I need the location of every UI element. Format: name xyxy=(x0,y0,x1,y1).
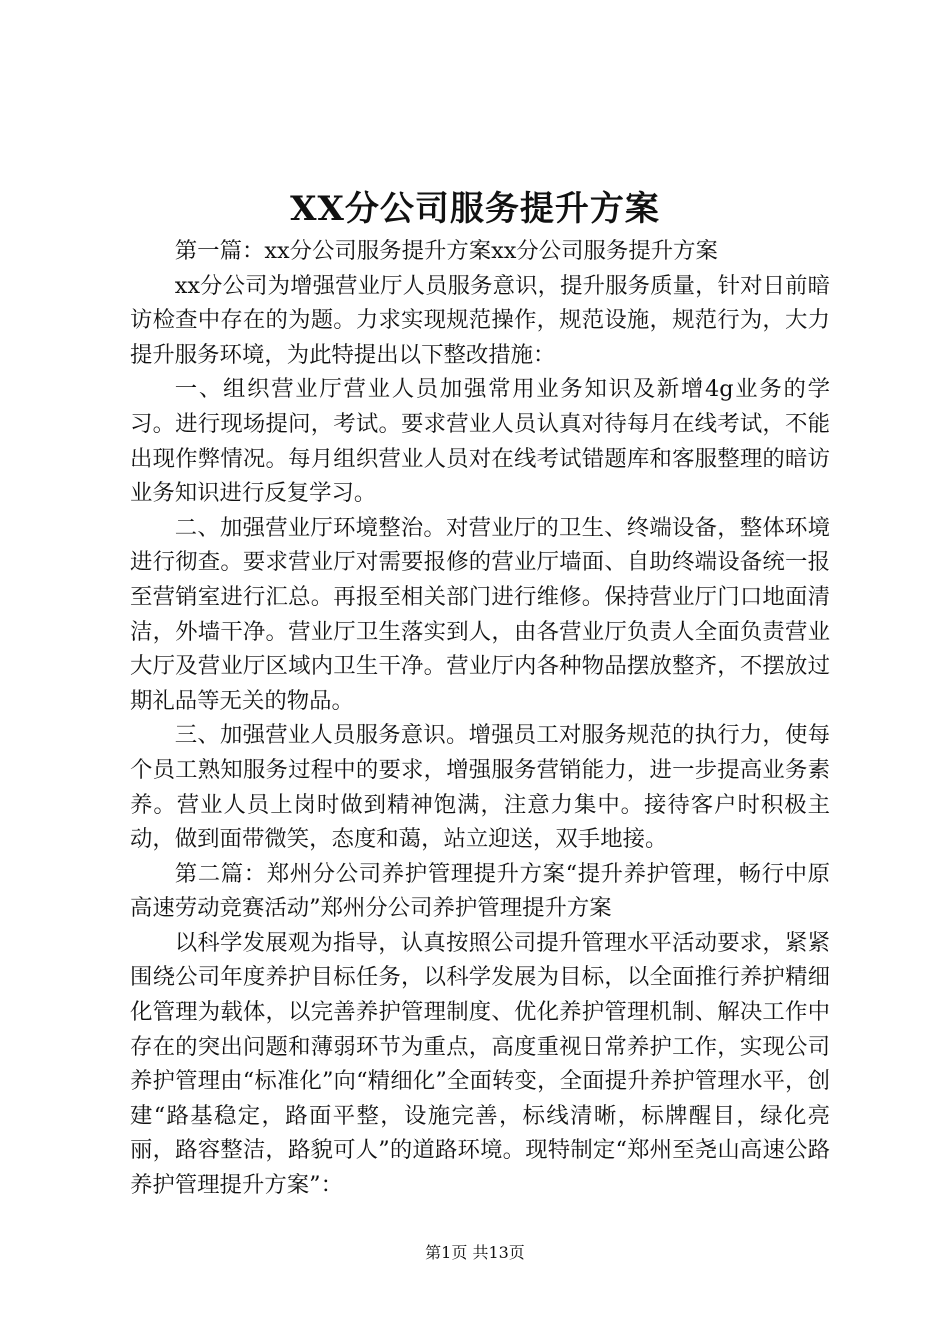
paragraph-intro: xx分公司为增强营业厅人员服务意识，提升服务质量，针对日前暗访检查中存在的为题。力求实现规范操作，规范设施，规范行为，大力提升服务环境，为此特提出以下整改措施： xyxy=(130,272,830,368)
paragraph-measure-1: 一、组织营业厅营业人员加强常用业务知识及新增4g业务的学习。进行现场提问，考试。要求营业人员认真对待每月在线考试，不能出现作弊情况。每月组织营业人员对在线考试错题库和客服整理的暗访业务知识进行反复学习。 xyxy=(130,376,830,507)
page-number-footer: 第1页 共13页 xyxy=(425,1243,525,1262)
paragraph-measure-3: 三、加强营业人员服务意识。增强员工对服务规范的执行力，使每个员工熟知服务过程中的要求，增强服务营销能力，进一步提高业务素养。营业人员上岗时做到精神饱满，注意力集中。接待客户时积极主动，做到面带微笑，态度和蔼，站立迎送，双手地接。 xyxy=(130,722,830,853)
paragraph-part1-heading: 第一篇：xx分公司服务提升方案xx分公司服务提升方案 xyxy=(174,238,718,264)
paragraph-part2-heading: 第二篇：郑州分公司养护管理提升方案“提升养护管理，畅行中原高速劳动竞赛活动”郑州分公司养护管理提升方案 xyxy=(130,860,830,922)
document-title: XX分公司服务提升方案 xyxy=(290,189,660,229)
document-body xyxy=(130,234,830,1203)
paragraph-measure-2: 二、加强营业厅环境整治。对营业厅的卫生、终端设备，整体环境进行彻查。要求营业厅对需要报修的营业厅墙面、自助终端设备统一报至营销室进行汇总。再报至相关部门进行维修。保持营业厅门口地面清洁，外墙干净。营业厅卫生落实到人，由各营业厅负责人全面负责营业大厅及营业厅区域内卫生干净。营业厅内各种物品摆放整齐，不摆放过期礼品等无关的物品。 xyxy=(130,514,830,714)
paragraph-part2-body: 以科学发展观为指导，认真按照公司提升管理水平活动要求，紧紧围绕公司年度养护目标任务，以科学发展为目标，以全面推行养护精细化管理为载体，以完善养护管理制度、优化养护管理机制、解决工作中存在的突出问题和薄弱环节为重点，高度重视日常养护工作，实现公司养护管理由“标准化”向“精细化”全面转变，全面提升养护管理水平，创建“路基稳定，路面平整，设施完善，标线清晰，标牌醒目，绿化亮丽，路容整洁，路貌可人”的道路环境。现特制定“郑州至尧山高速公路养护管理提升方案”： xyxy=(130,929,830,1199)
